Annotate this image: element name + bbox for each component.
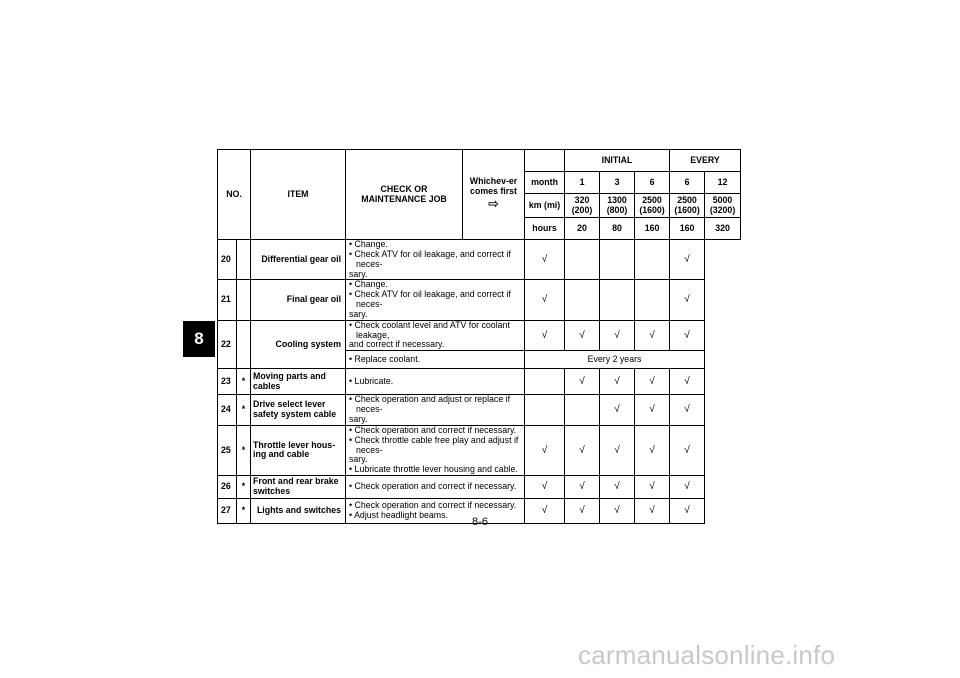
check-empty xyxy=(565,240,600,280)
row-job xyxy=(346,240,525,280)
check-mark: √ xyxy=(670,240,705,280)
maintenance-table xyxy=(217,149,741,524)
header-hours-value: 160 xyxy=(635,218,670,240)
header-hours-value: 320 xyxy=(705,218,741,240)
check-empty xyxy=(525,369,565,395)
job-line: • Check throttle cable free play and adjust if neces- xyxy=(349,436,522,456)
check-mark: √ xyxy=(600,425,635,475)
job-line: sary. xyxy=(349,413,368,424)
check-mark: √ xyxy=(670,395,705,426)
row-number: 20 xyxy=(218,240,237,280)
row-job xyxy=(346,351,525,369)
check-empty xyxy=(600,280,635,320)
header-item: ITEM xyxy=(251,150,346,240)
check-empty xyxy=(525,395,565,426)
check-mark: √ xyxy=(600,499,635,524)
header-hours-label: hours xyxy=(525,218,565,240)
row-item: Front and rear brake switches xyxy=(251,476,346,499)
row-number: 21 xyxy=(218,280,237,320)
row-star: * xyxy=(237,369,251,395)
check-mark: √ xyxy=(600,476,635,499)
row-job xyxy=(346,369,525,395)
check-mark: √ xyxy=(600,320,635,351)
header-hours-value: 20 xyxy=(565,218,600,240)
check-mark: √ xyxy=(525,425,565,475)
job-line: • Replace coolant. xyxy=(349,355,522,365)
table-row xyxy=(218,425,741,475)
header-whichever xyxy=(463,150,525,240)
header-km-value xyxy=(635,194,670,218)
check-mark: √ xyxy=(635,499,670,524)
mi-value: (1600) xyxy=(639,204,665,215)
km-value: 5000 xyxy=(712,194,733,205)
job-line: sary. xyxy=(349,268,368,279)
check-mark: √ xyxy=(525,240,565,280)
row-item: Lights and switches xyxy=(251,499,346,524)
row-number: 25 xyxy=(218,425,237,475)
mi-value: (3200) xyxy=(709,204,736,215)
km-value: 2500 xyxy=(677,194,697,205)
check-mark: √ xyxy=(670,476,705,499)
check-mark: √ xyxy=(565,425,600,475)
header-month-value: 3 xyxy=(600,172,635,194)
row-item: Cooling system xyxy=(251,320,346,369)
row-item: Differential gear oil xyxy=(251,240,346,280)
mi-value: (800) xyxy=(606,204,628,215)
header-km-value xyxy=(565,194,600,218)
job-line: and correct if necessary. xyxy=(349,339,445,350)
job-line: • Check operation and correct if necessary. xyxy=(349,501,522,511)
page-number: 8-6 xyxy=(472,516,488,528)
job-line: • Check operation and correct if necessary. xyxy=(349,426,522,436)
job-line: • Check operation and correct if necessary. xyxy=(349,482,522,492)
row-star: * xyxy=(237,476,251,499)
row-job xyxy=(346,476,525,499)
check-mark: √ xyxy=(525,476,565,499)
maintenance-table-body xyxy=(218,150,741,524)
check-mark: √ xyxy=(635,320,670,351)
row-item: Drive select lever safety system cable xyxy=(251,395,346,426)
header-km-value xyxy=(670,194,705,218)
km-value: 320 xyxy=(574,194,590,205)
check-mark: √ xyxy=(525,280,565,320)
row-number: 23 xyxy=(218,369,237,395)
check-mark: √ xyxy=(670,499,705,524)
header-month-value: 6 xyxy=(635,172,670,194)
row-item: Throttle lever hous-ing and cable xyxy=(251,425,346,475)
watermark: carmanualsonline.info xyxy=(578,640,836,670)
check-mark: √ xyxy=(635,425,670,475)
table-row xyxy=(218,369,741,395)
header-every: EVERY xyxy=(670,150,741,172)
row-star: * xyxy=(237,499,251,524)
row-star: * xyxy=(237,425,251,475)
job-line: • Lubricate. xyxy=(349,377,522,387)
chapter-tab: 8 xyxy=(183,321,215,357)
mi-value: (1600) xyxy=(674,204,700,215)
check-mark: √ xyxy=(565,369,600,395)
arrow-right-icon: ⇨ xyxy=(488,196,499,212)
job-line: • Change. xyxy=(349,280,522,290)
job-line: • Change. xyxy=(349,240,522,250)
header-month-value: 1 xyxy=(565,172,600,194)
check-mark: √ xyxy=(565,320,600,351)
row-star: * xyxy=(237,395,251,426)
header-month-value: 12 xyxy=(705,172,741,194)
header-km-label: km (mi) xyxy=(525,194,565,218)
check-empty xyxy=(565,395,600,426)
header-initial: INITIAL xyxy=(565,150,670,172)
job-line: • Adjust headlight beams. xyxy=(349,511,522,521)
check-mark: √ xyxy=(565,476,600,499)
check-mark: √ xyxy=(565,499,600,524)
table-row xyxy=(218,320,741,351)
row-job xyxy=(346,280,525,320)
job-line: • Lubricate throttle lever housing and cable. xyxy=(349,465,522,475)
header-hours-value: 160 xyxy=(670,218,705,240)
row-star xyxy=(237,280,251,320)
header-no: NO. xyxy=(218,150,251,240)
check-empty xyxy=(635,240,670,280)
check-mark: √ xyxy=(670,320,705,351)
check-mark: √ xyxy=(525,499,565,524)
row-job xyxy=(346,425,525,475)
check-mark: √ xyxy=(670,280,705,320)
job-line: • Check ATV for oil leakage, and correct if neces- xyxy=(349,250,522,270)
table-row xyxy=(218,240,741,280)
every-interval: Every 2 years xyxy=(525,351,705,369)
header-km-value xyxy=(600,194,635,218)
header-row-initial xyxy=(218,150,741,172)
table-row xyxy=(218,476,741,499)
row-number: 22 xyxy=(218,320,237,369)
row-number: 27 xyxy=(218,499,237,524)
header-whichever-text: Whichev-er comes first xyxy=(469,176,518,197)
row-star xyxy=(237,240,251,280)
check-empty xyxy=(635,280,670,320)
job-line: • Check coolant level and ATV for coolant leakage, xyxy=(349,321,522,341)
header-month-value: 6 xyxy=(670,172,705,194)
row-job xyxy=(346,320,525,351)
check-mark: √ xyxy=(635,369,670,395)
row-star xyxy=(237,320,251,369)
check-mark: √ xyxy=(670,425,705,475)
row-item: Final gear oil xyxy=(251,280,346,320)
row-number: 24 xyxy=(218,395,237,426)
table-row xyxy=(218,395,741,426)
job-line: • Check ATV for oil leakage, and correct if neces- xyxy=(349,290,522,310)
job-line: sary. xyxy=(349,308,368,319)
table-row xyxy=(218,280,741,320)
row-item: Moving parts and cables xyxy=(251,369,346,395)
job-line: • Check operation and adjust or replace if neces- xyxy=(349,395,522,415)
header-job: CHECK OR MAINTENANCE JOB xyxy=(346,150,463,240)
header-month-label: month xyxy=(525,172,565,194)
check-empty xyxy=(565,280,600,320)
header-blank xyxy=(525,150,565,172)
check-mark: √ xyxy=(670,369,705,395)
header-km-value xyxy=(705,194,741,218)
km-value: 2500 xyxy=(642,194,662,205)
check-empty xyxy=(600,240,635,280)
km-value: 1300 xyxy=(607,194,627,205)
row-job xyxy=(346,395,525,426)
row-number: 26 xyxy=(218,476,237,499)
check-mark: √ xyxy=(600,395,635,426)
job-line: sary. xyxy=(349,454,368,465)
check-mark: √ xyxy=(525,320,565,351)
mi-value: (200) xyxy=(571,204,593,215)
check-mark: √ xyxy=(635,476,670,499)
check-mark: √ xyxy=(635,395,670,426)
header-hours-value: 80 xyxy=(600,218,635,240)
check-mark: √ xyxy=(600,369,635,395)
